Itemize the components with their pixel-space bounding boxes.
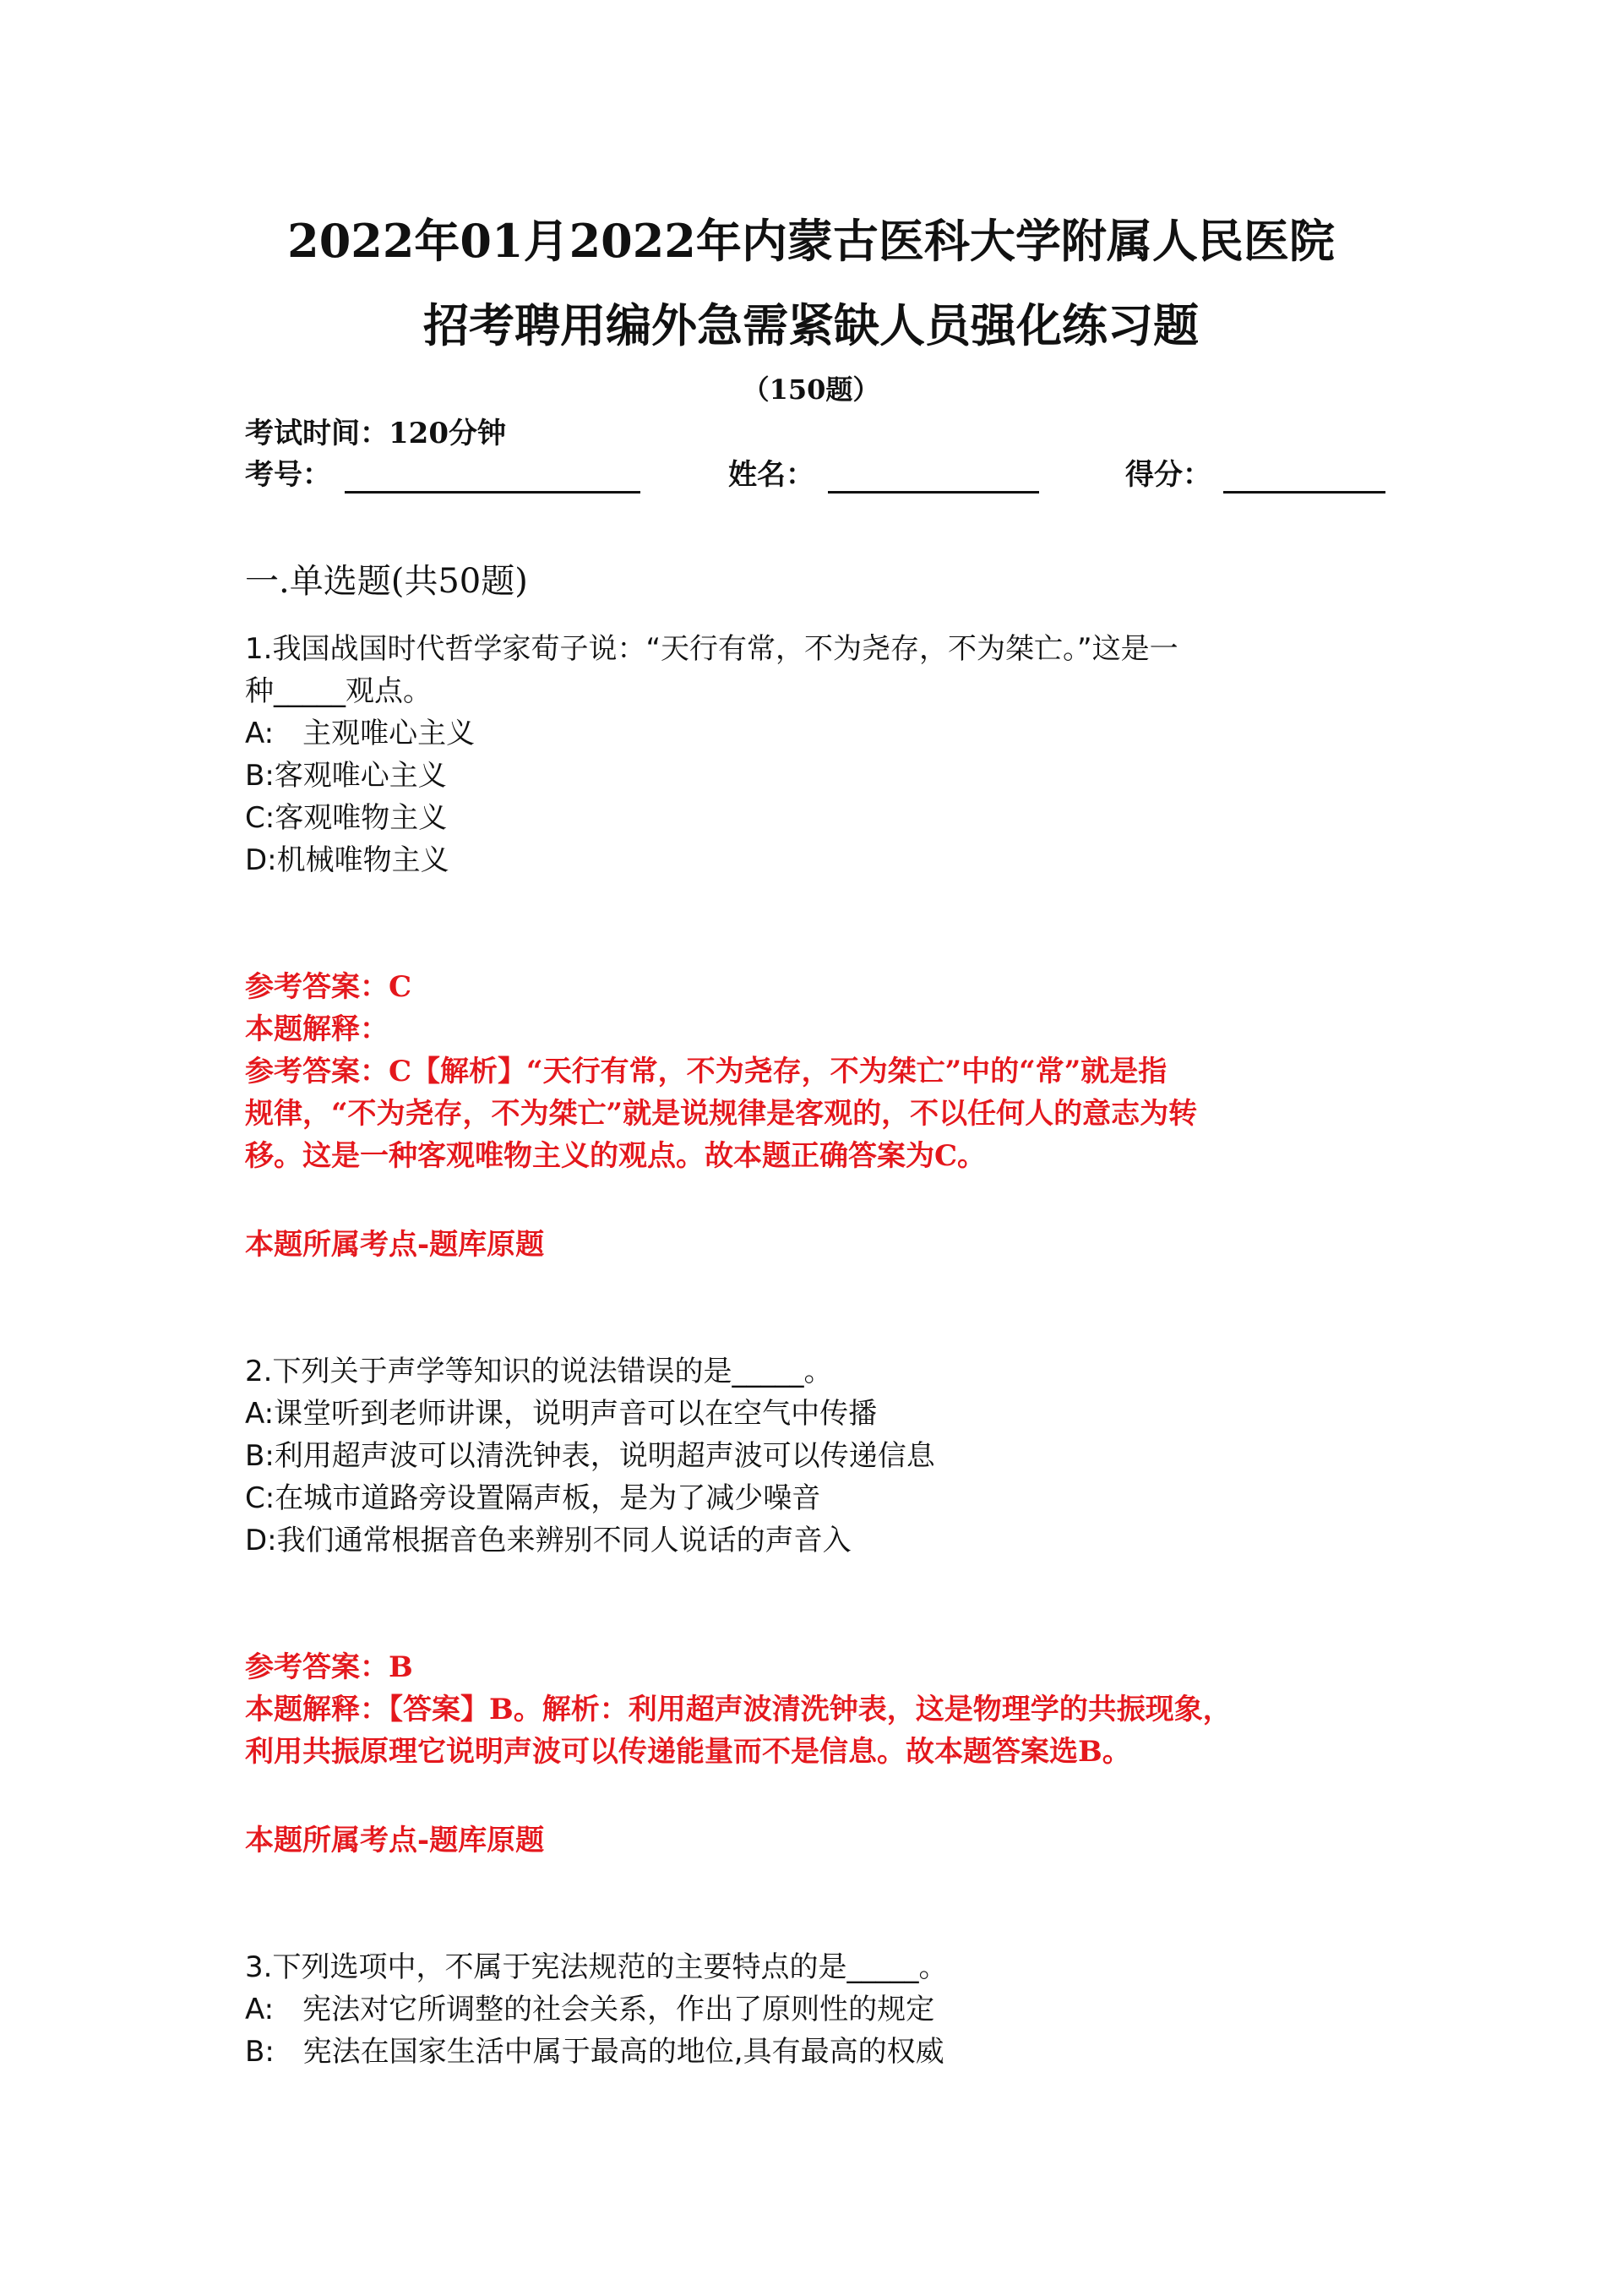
name-blank[interactable] [828, 491, 1039, 494]
question-1-option-c: C:客观唯物主义 [245, 801, 448, 835]
question-2-topic: 本题所属考点-题库原题 [245, 1824, 545, 1857]
question-2-stem-line1: 2.下列关于声学等知识的说法错误的是_____。 [245, 1355, 833, 1388]
question-1-answer: 参考答案：C [245, 970, 412, 1004]
page-title-line2: 招考聘用编外急需紧缺人员强化练习题 [423, 298, 1199, 352]
question-2-stem [245, 1350, 1377, 1393]
question-1-stem [245, 628, 1377, 712]
question-1-topic: 本题所属考点-题库原题 [245, 1228, 545, 1262]
question-3-stem-line1: 3.下列选项中，不属于宪法规范的主要特点的是_____。 [245, 1950, 948, 1984]
question-2-option-a: A:课堂听到老师讲课，说明声音可以在空气中传播 [245, 1397, 878, 1431]
question-1-explain-label: 本题解释： [245, 1012, 389, 1046]
question-2-option-d: D:我们通常根据音色来辨别不同人说话的声音入 [245, 1524, 852, 1557]
question-3-option-b: B: 宪法在国家生活中属于最高的地位,具有最高的权威 [245, 2035, 944, 2069]
question-2-answer: 参考答案：B [245, 1650, 413, 1684]
question-1-option-d: D:机械唯物主义 [245, 843, 449, 877]
question-2-explanation [245, 1688, 1377, 1773]
question-2-explain-line2: 利用共振原理它说明声波可以传递能量而不是信息。故本题答案选B。 [245, 1735, 1131, 1769]
question-2-option-b: B:利用超声波可以清洗钟表，说明超声波可以传递信息 [245, 1439, 935, 1473]
page-title-line1: 2022年01月2022年内蒙古医科大学附属人民医院 [287, 214, 1335, 268]
id-blank[interactable] [345, 491, 640, 494]
question-1-stem-line1: 1.我国战国时代哲学家荀子说：“天行有常，不为尧存，不为桀亡。”这是一 [245, 632, 1178, 666]
id-label: 考号： [245, 458, 331, 492]
question-1-stem-line2: 种_____观点。 [245, 674, 432, 708]
exam-page [245, 0, 1377, 2296]
question-1-explain-line2: 规律，“不为尧存，不为桀亡”就是说规律是客观的，不以任何人的意志为转 [245, 1097, 1198, 1131]
score-label: 得分： [1125, 458, 1211, 492]
question-count: （150题） [742, 374, 880, 406]
question-1-option-b: B:客观唯心主义 [245, 759, 447, 793]
question-1-explain-line1: 参考答案：C【解析】“天行有常，不为尧存，不为桀亡”中的“常”就是指 [245, 1055, 1168, 1088]
name-label: 姓名： [728, 458, 814, 492]
question-3-option-a: A: 宪法对它所调整的社会关系，作出了原则性的规定 [245, 1993, 935, 2026]
score-blank[interactable] [1223, 491, 1385, 494]
question-2-explain-line1: 本题解释：【答案】B。解析：利用超声波清洗钟表，这是物理学的共振现象， [245, 1693, 1232, 1726]
section-title: 一.单选题(共50题) [245, 562, 528, 601]
exam-time: 考试时间：120分钟 [245, 417, 506, 450]
question-1-option-a: A: 主观唯心主义 [245, 717, 476, 750]
question-1-explanation [245, 1050, 1377, 1177]
question-2-option-c: C:在城市道路旁设置隔声板，是为了减少噪音 [245, 1481, 821, 1515]
question-1-explain-line3: 移。这是一种客观唯物主义的观点。故本题正确答案为C。 [245, 1139, 987, 1173]
question-3-stem [245, 1946, 1377, 1988]
